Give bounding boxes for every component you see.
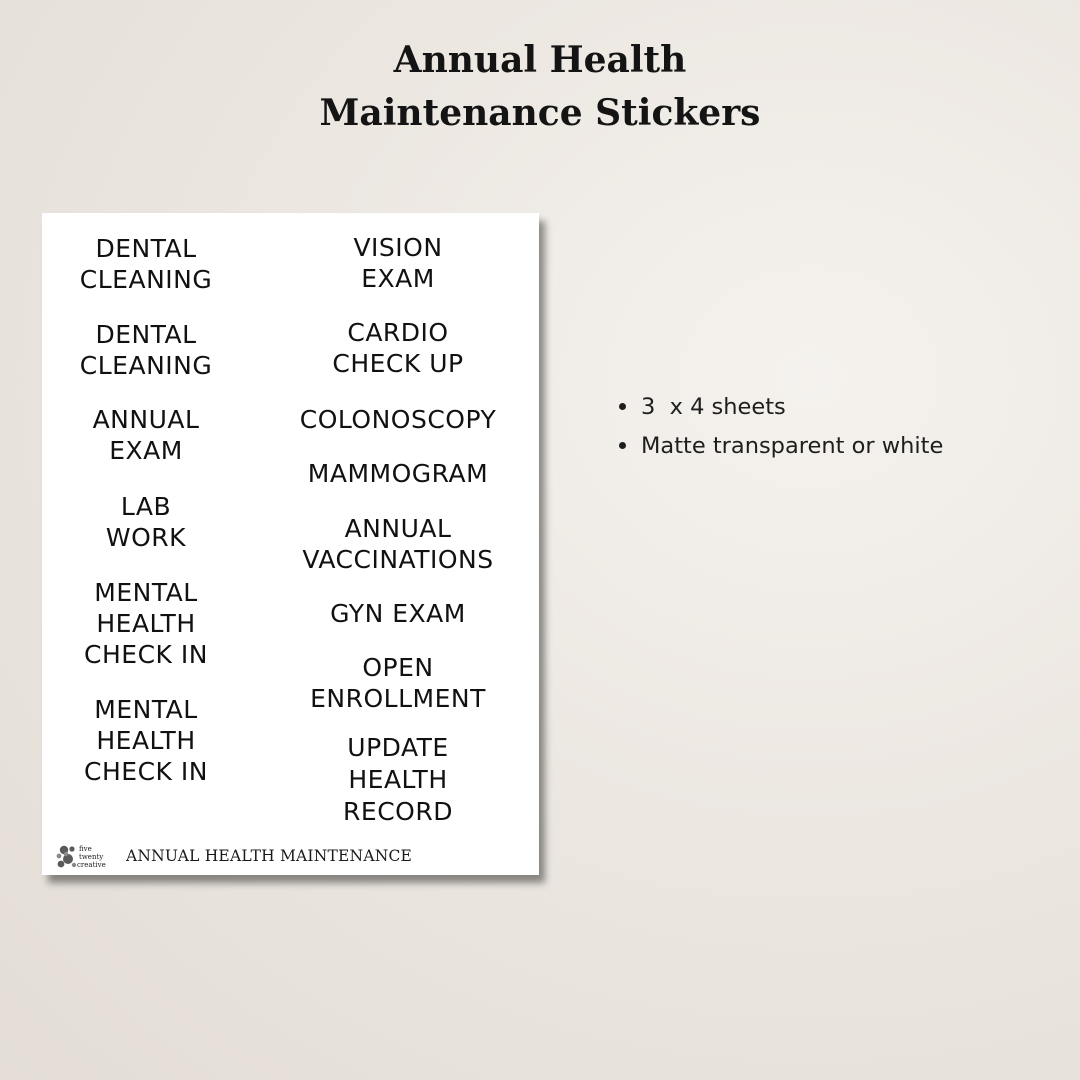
title-line-1: Annual Health <box>393 39 687 81</box>
sheet-footer <box>56 841 412 871</box>
feature-item <box>617 390 943 429</box>
sticker-line: HEALTH <box>96 726 196 755</box>
sticker-line: COLONOSCOPY <box>299 405 497 434</box>
sticker-line: CHECK UP <box>332 349 464 378</box>
sticker-line: HEALTH <box>96 609 196 638</box>
sticker-dental-cleaning <box>50 233 242 295</box>
logo-text-line: five <box>79 845 92 853</box>
logo-text-line: creative <box>77 861 106 869</box>
sticker-line: UPDATE <box>347 733 449 762</box>
feature-item <box>617 429 943 468</box>
sticker-line: WORK <box>105 523 187 552</box>
sticker-line: HEALTH <box>348 765 448 794</box>
sticker-colonoscopy <box>270 404 526 435</box>
sticker-mammogram <box>270 458 526 489</box>
logo-text-line: twenty <box>79 853 104 861</box>
sticker-line: ENROLLMENT <box>310 684 486 713</box>
sticker-line: LAB <box>120 492 172 521</box>
sticker-line: GYN EXAM <box>330 599 466 628</box>
sticker-cardio-check-up <box>270 317 526 379</box>
feature-text: 3 x 4 sheets <box>641 394 786 420</box>
sticker-line: MAMMOGRAM <box>307 459 489 488</box>
sticker-line: EXAM <box>109 436 183 465</box>
sticker-annual-exam <box>50 404 242 466</box>
sticker-line: VACCINATIONS <box>302 545 494 574</box>
sticker-line: CLEANING <box>79 265 213 294</box>
sticker-line: VISION <box>353 233 443 262</box>
sticker-open-enrollment <box>270 652 526 714</box>
feature-text: Matte transparent or white <box>641 433 944 459</box>
bullet-icon <box>619 403 626 410</box>
sticker-mental-health-check-in <box>50 694 242 787</box>
sticker-line: ANNUAL <box>92 405 200 434</box>
bullet-icon <box>619 442 626 449</box>
sticker-lab-work <box>50 491 242 553</box>
sticker-line: ANNUAL <box>344 514 452 543</box>
product-features-list <box>617 390 943 468</box>
sticker-line: CHECK IN <box>84 640 208 669</box>
sheet-footer-label: ANNUAL HEALTH MAINTENANCE <box>126 847 413 865</box>
page-title <box>0 34 1080 140</box>
sticker-annual-vaccinations <box>270 513 526 575</box>
sticker-line: RECORD <box>343 797 453 826</box>
sticker-line: DENTAL <box>95 320 197 349</box>
sticker-vision-exam <box>270 232 526 294</box>
sticker-dental-cleaning <box>50 319 242 381</box>
sticker-line: OPEN <box>362 653 434 682</box>
title-line-2: Maintenance Stickers <box>319 92 761 134</box>
sticker-gyn-exam <box>270 598 526 629</box>
sticker-line: CARDIO <box>347 318 449 347</box>
sticker-line: CHECK IN <box>84 757 208 786</box>
sticker-line: MENTAL <box>94 578 198 607</box>
floral-logo-icon <box>56 842 108 870</box>
sticker-line: CLEANING <box>79 351 213 380</box>
sticker-update-health-record <box>270 732 526 828</box>
sticker-line: EXAM <box>361 264 435 293</box>
sticker-line: DENTAL <box>95 234 197 263</box>
sticker-sheet-preview <box>42 213 539 875</box>
sticker-mental-health-check-in <box>50 577 242 670</box>
sticker-line: MENTAL <box>94 695 198 724</box>
